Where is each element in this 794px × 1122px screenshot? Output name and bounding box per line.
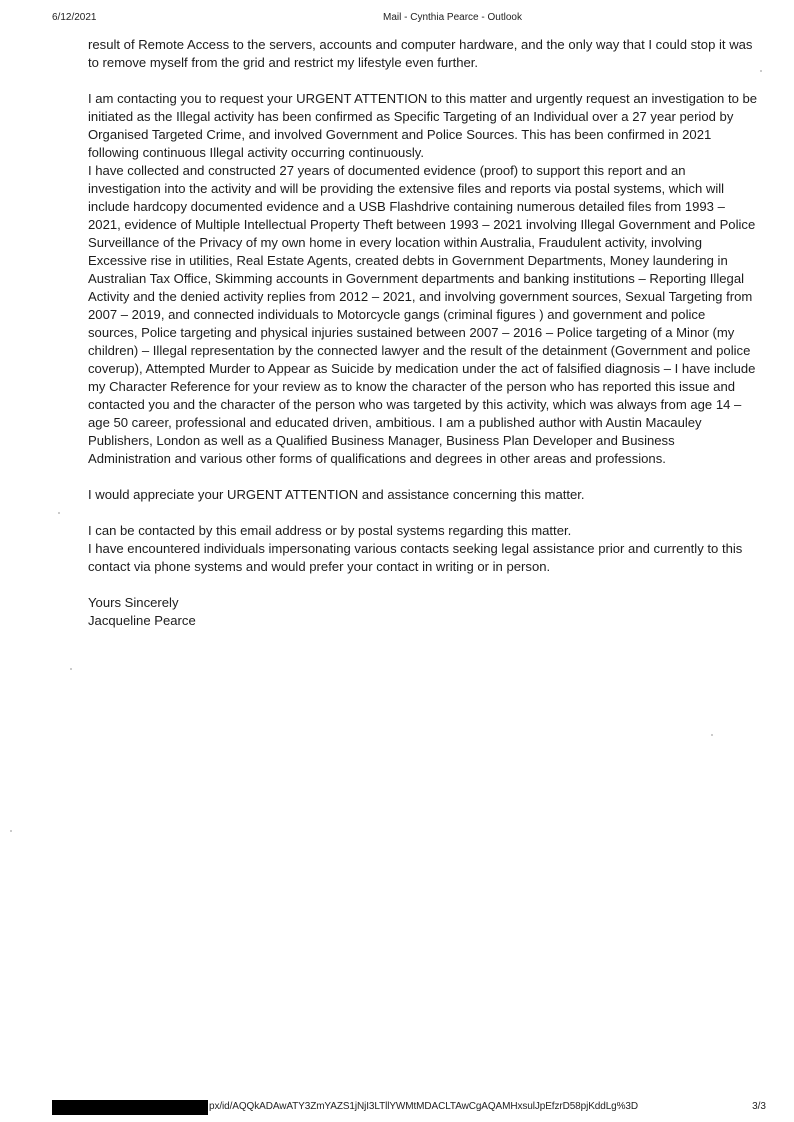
closing-line: Yours Sincerely [88, 595, 179, 610]
print-footer [52, 1100, 766, 1116]
scan-speck [711, 734, 713, 736]
spacer [88, 504, 758, 522]
paragraph-appreciate: I would appreciate your URGENT ATTENTION and assistance concerning this matter. [88, 487, 585, 502]
print-title: Mail - Cynthia Pearce - Outlook [383, 12, 522, 23]
scan-speck [70, 668, 72, 670]
spacer [88, 468, 758, 486]
spacer [88, 72, 758, 90]
print-date: 6/12/2021 [52, 12, 97, 23]
paragraph-impersonation: I have encountered individuals impersonating various contacts seeking legal assistance prior and currently to this contact via phone systems and would prefer your contact in writing or in person. [88, 541, 743, 574]
page-number: 3/3 [752, 1101, 766, 1112]
paragraph-evidence: I have collected and constructed 27 years of documented evidence (proof) to support this report and an investigation into the activity and will be providing the extensive files and reports via postal systems, which will include hardcopy documented evidence and a USB Flashdrive containing numerous detailed files from 1993 – 2021, evidence of Multiple Intellectual Property Theft between 1993 – 2021 involving Illegal Government and Police Surveillance of the Privacy of my own home in every location within Australia, Fraudulent activity, involving Excessive rise in utilities, Real Estate Agents, created debts in Government Departments, Money laundering in Australian Tax Office, Skimming accounts in Government departments and banking institutions – Reporting Illegal Activity and the denied activity replies from 2012 – 2021, and involving government sources, Sexual Targeting from 2007 – 2019, and connected individuals to Motorcycle gangs (criminal figures ) and government and police sources, Police targeting and physical injuries sustained between 2007 – 2016 – Police targeting of a Minor (my children) – Illegal representation by the connected lawyer and the result of the detainment (Government and police coverup), Attempted Murder to Appear as Suicide by medication under the act of falsified diagnosis – I have include my Character Reference for your review as to know the character of the person who has reported this issue and contacted you and the character of the person who was targeted by this activity, which was always from age 14 – age 50 career, professional and educated driven, ambitious. I am a published author with Austin Macauley Publishers, London as well as a Qualified Business Manager, Business Plan Developer and Business Administration and various other forms of qualifications and degrees in other areas and professions. [88, 163, 756, 466]
paragraph-contact-method: I can be contacted by this email address or by postal systems regarding this matter. [88, 523, 572, 538]
redaction-bar [52, 1100, 208, 1115]
paragraph-urgent-request: I am contacting you to request your URGENT ATTENTION to this matter and urgently request an investigation to be initiated as the Illegal activity has been confirmed as Specific Targeting of an Individual over a 27 year period by Organised Targeted Crime, and involved Government and Police Sources. This has been confirmed in 2021 following continuous Illegal activity occurring continuously. [88, 91, 758, 160]
print-header [52, 12, 766, 26]
signature-name: Jacqueline Pearce [88, 613, 196, 628]
print-url: px/id/AQQkADAwATY3ZmYAZS1jNjI3LTllYWMtMDACLTAwCgAQAMHxsulJpEfzrD58pjKddLg%3D [209, 1101, 639, 1112]
paragraph-remote-access: result of Remote Access to the servers, accounts and computer hardware, and the only way that I could stop it was to remove myself from the grid and restrict my lifestyle even further. [88, 37, 753, 70]
scan-speck [10, 830, 12, 832]
scan-speck [58, 512, 60, 514]
scan-speck [760, 70, 762, 72]
email-body [88, 36, 758, 630]
spacer [88, 576, 758, 594]
